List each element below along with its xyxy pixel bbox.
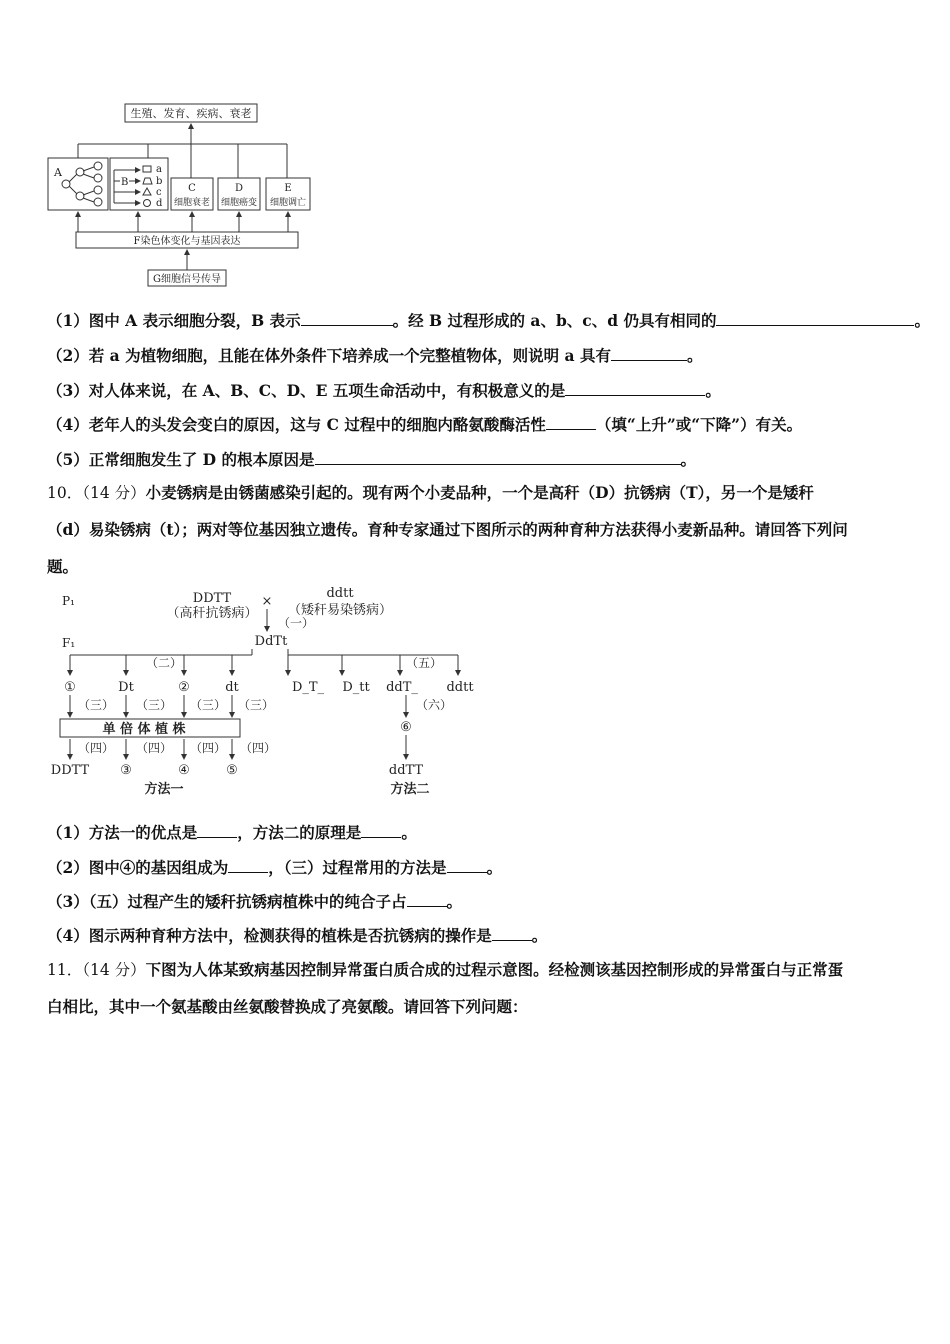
q10-part4: （4）图示两种育种方法中，检测获得的植株是否抗锈病的操作是 。 bbox=[47, 926, 548, 945]
f-box-label: F染色体变化与基因表达 bbox=[133, 236, 241, 247]
q10-part3: （3）（五）过程产生的矮秆抗锈病植株中的纯合子占 。 bbox=[47, 892, 463, 911]
output-d: d bbox=[156, 198, 163, 209]
q10-number: 10．（14 分） bbox=[47, 484, 146, 502]
circle-6: ⑥ bbox=[400, 720, 412, 735]
answer-blank[interactable] bbox=[301, 311, 393, 326]
q9-part5: （5）正常细胞发生了 D 的根本原因是 。 bbox=[47, 450, 697, 469]
answer-blank[interactable] bbox=[492, 926, 532, 941]
cell-life-diagram bbox=[40, 98, 320, 288]
step-3d: （三） bbox=[237, 698, 275, 712]
gamete-3: ② bbox=[178, 680, 190, 695]
c-letter: C bbox=[188, 183, 196, 194]
haploid-label: 单 倍 体 植 株 bbox=[102, 722, 186, 737]
p2-genotype: ddtt bbox=[326, 586, 354, 601]
offspring-2: D_tt bbox=[342, 680, 370, 695]
gamete-4: dt bbox=[225, 680, 239, 695]
step-3b: （三） bbox=[135, 698, 173, 712]
step-5: （五） bbox=[405, 656, 443, 670]
q11-number: 11．（14 分） bbox=[47, 961, 146, 979]
p2-desc: （矮秆易染锈病） bbox=[287, 603, 393, 618]
cross-symbol: × bbox=[261, 594, 273, 609]
method-2-label: 方法二 bbox=[390, 782, 430, 797]
e-text: 细胞调亡 bbox=[269, 198, 307, 208]
q11-stem-line1: 11．（14 分）下图为人体某致病基因控制异常蛋白质合成的过程示意图。经检测该基因控制形成的异常蛋白与正常蛋 bbox=[47, 960, 844, 979]
answer-blank[interactable] bbox=[716, 311, 914, 326]
d-text: 细胞癌变 bbox=[220, 198, 258, 208]
a-label: A bbox=[54, 166, 62, 179]
method-1-label: 方法一 bbox=[144, 782, 184, 797]
f-label: F₁ bbox=[62, 636, 76, 650]
gamete-1: ① bbox=[64, 680, 76, 695]
b-label: B bbox=[121, 177, 129, 188]
q11-stem-line2: 白相比，其中一个氨基酸由丝氨酸替换成了亮氨酸。请回答下列问题： bbox=[47, 997, 528, 1016]
e-letter: E bbox=[284, 183, 292, 194]
q10-stem-line2: （d）易染锈病（t）；两对等位基因独立遗传。育种专家通过下图所示的两种育种方法获得小麦新品种。请回答下列问 bbox=[47, 520, 848, 539]
q9-part2: （2）若 a 为植物细胞，且能在体外条件下培养成一个完整植物体，则说明 a 具有 。 bbox=[47, 346, 703, 365]
c-text: 细胞衰老 bbox=[173, 198, 211, 208]
step-4a: （四） bbox=[77, 741, 115, 755]
f1-genotype: DdTt bbox=[254, 634, 288, 649]
output-c: c bbox=[156, 187, 162, 198]
output-1: DDTT bbox=[50, 763, 90, 778]
step-3a: （三） bbox=[77, 698, 115, 712]
answer-blank[interactable] bbox=[611, 346, 687, 361]
p-label: P₁ bbox=[62, 594, 75, 608]
answer-blank[interactable] bbox=[315, 450, 681, 465]
output-2: ③ bbox=[120, 763, 132, 778]
q9-part1: （1）图中 A 表示细胞分裂，B 表示 。经 B 过程形成的 a、b、c、d 仍具有相同的 。 bbox=[47, 311, 930, 330]
breeding-diagram bbox=[44, 585, 484, 805]
step-4c: （四） bbox=[189, 741, 227, 755]
answer-blank[interactable] bbox=[228, 858, 268, 873]
final-genotype: ddTT bbox=[388, 763, 424, 778]
step-2: （二） bbox=[145, 656, 183, 670]
output-4: ⑤ bbox=[226, 763, 238, 778]
step-6: （六） bbox=[415, 698, 453, 712]
q10-part1: （1）方法一的优点是 ，方法二的原理是 。 bbox=[47, 823, 417, 842]
p1-genotype: DDTT bbox=[192, 591, 232, 606]
p1-desc: （高秆抗锈病） bbox=[166, 606, 258, 621]
step-4b: （四） bbox=[135, 741, 173, 755]
output-b: b bbox=[156, 176, 163, 187]
d-letter: D bbox=[234, 183, 244, 194]
offspring-1: D_T_ bbox=[291, 680, 325, 695]
answer-blank[interactable] bbox=[407, 892, 447, 907]
output-a: a bbox=[156, 164, 162, 175]
answer-blank[interactable] bbox=[447, 858, 487, 873]
offspring-4: ddtt bbox=[446, 680, 474, 695]
q10-stem-line1: 10．（14 分）小麦锈病是由锈菌感染引起的。现有两个小麦品种，一个是高秆（D）抗锈病（T），另一个是矮秆 bbox=[47, 483, 814, 502]
step-3c: （三） bbox=[189, 698, 227, 712]
output-3: ④ bbox=[178, 763, 190, 778]
step-1: （一） bbox=[277, 616, 315, 630]
step-4d: （四） bbox=[239, 741, 277, 755]
answer-blank[interactable] bbox=[546, 415, 596, 430]
answer-blank[interactable] bbox=[361, 823, 401, 838]
g-box-label: G细胞信号传导 bbox=[153, 274, 221, 285]
q10-part2: （2）图中④的基因组成为 ，（三）过程常用的方法是 。 bbox=[47, 858, 503, 877]
top-box-label: 生殖、发育、疾病、衰老 bbox=[130, 107, 252, 120]
gamete-2: Dt bbox=[118, 680, 134, 695]
offspring-3: ddT_ bbox=[386, 680, 418, 695]
answer-blank[interactable] bbox=[197, 823, 237, 838]
q10-stem-line3: 题。 bbox=[47, 557, 79, 576]
q9-part4: （4）老年人的头发会变白的原因，这与 C 过程中的细胞内酪氨酸酶活性 （填“上升”或“下降”）有关。 bbox=[47, 415, 803, 434]
answer-blank[interactable] bbox=[565, 381, 705, 396]
q9-part3: （3）对人体来说，在 A、B、C、D、E 五项生命活动中，有积极意义的是 。 bbox=[47, 381, 721, 400]
